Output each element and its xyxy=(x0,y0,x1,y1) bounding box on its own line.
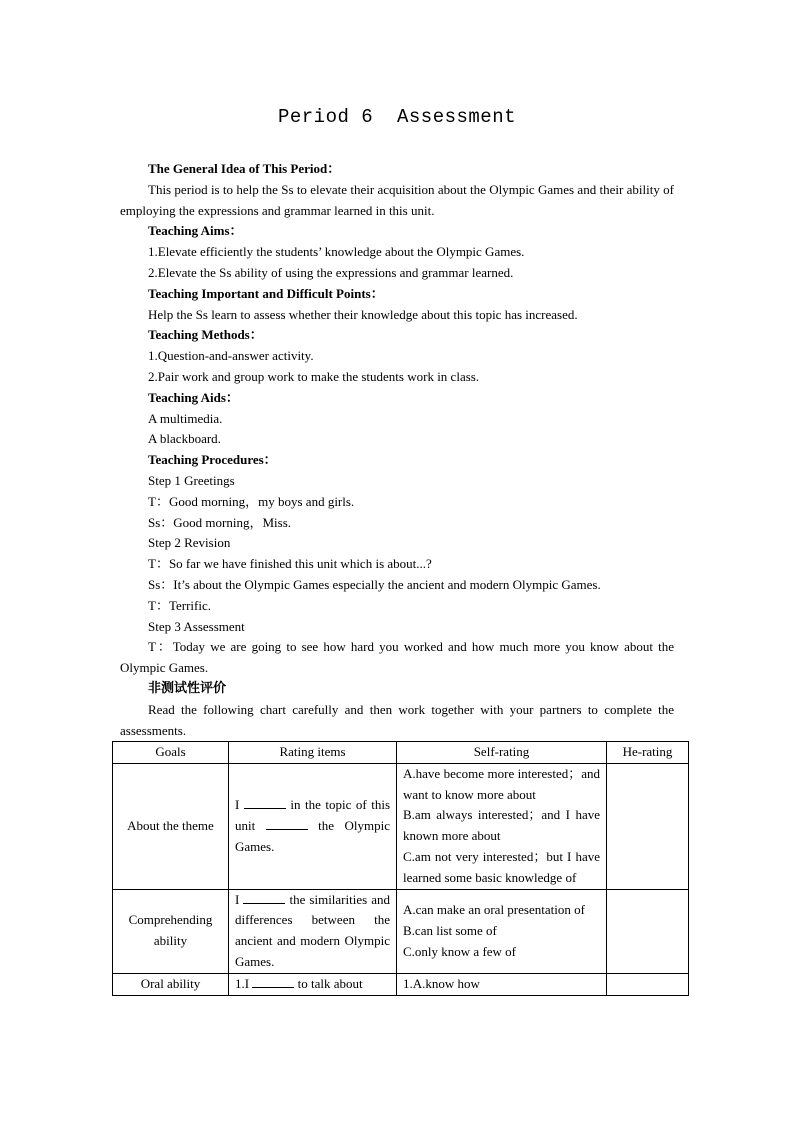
rating-text: to talk about xyxy=(297,975,363,991)
self-rating-option: B.am always interested；and I have known more about xyxy=(403,807,600,844)
self-rating-option: 1.A.know how xyxy=(403,975,480,991)
procedure-line: Step 3 Assessment xyxy=(148,618,245,634)
answer-blank[interactable] xyxy=(266,818,308,830)
self-rating-cell xyxy=(397,889,607,973)
rating-text: 1.I xyxy=(235,975,250,991)
teaching-method-item: 1.Question-and-answer activity. xyxy=(148,348,314,364)
procedure-line: T：Good morning，my boys and girls. xyxy=(148,493,355,509)
table-row xyxy=(113,763,689,889)
self-rating-option: C.only know a few of xyxy=(403,943,517,959)
teaching-methods-heading: Teaching Methods： xyxy=(148,327,263,343)
rating-cell xyxy=(229,889,397,973)
rating-text: I xyxy=(235,796,240,812)
procedures-heading: Teaching Procedures： xyxy=(148,452,277,468)
procedure-line: T：Terrific. xyxy=(148,597,211,613)
answer-blank[interactable] xyxy=(243,892,285,904)
self-rating-option: A.have become more interested；and want to know more about xyxy=(403,765,600,802)
table-row xyxy=(113,889,689,973)
self-rating-cell xyxy=(397,763,607,889)
teaching-aid-item: A multimedia. xyxy=(148,410,223,426)
rating-text: the similarities and differences between the ancient and modern Olympic Games. xyxy=(235,891,391,969)
procedure-line: Ss：It’s about the Olympic Games especially the ancient and modern Olympic Games. xyxy=(148,576,601,592)
he-rating-cell[interactable] xyxy=(607,889,689,973)
procedure-line: Step 1 Greetings xyxy=(148,472,235,488)
answer-blank[interactable] xyxy=(244,797,286,809)
teaching-aim-item: 1.Elevate efficiently the students’ knowledge about the Olympic Games. xyxy=(148,244,525,260)
procedure-line: T：So far we have finished this unit which is about...? xyxy=(148,556,432,572)
procedure-line: Ss：Good morning，Miss. xyxy=(148,514,292,530)
self-rating-option: B.can list some of xyxy=(403,922,497,938)
important-points-text: Help the Ss learn to assess whether their knowledge about this topic has increased. xyxy=(148,306,578,322)
goal-cell: Oral ability xyxy=(113,973,229,995)
lesson-body xyxy=(120,159,674,741)
he-rating-cell[interactable] xyxy=(607,763,689,889)
table-header-row xyxy=(113,742,689,764)
teaching-aims-heading: Teaching Aims： xyxy=(148,223,243,239)
assessment-intro: T：Today we are going to see how hard you worked and how much more you know about the Olympic Games. xyxy=(120,639,674,676)
rating-text: I xyxy=(235,891,240,907)
self-rating-option: C.am not very interested；but I have learned some basic knowledge of xyxy=(403,848,600,885)
procedure-line: Step 2 Revision xyxy=(148,535,231,551)
rating-text: in the topic of this unit xyxy=(235,796,391,833)
non-test-instruction: Read the following chart carefully and then work together with your partners to complete the assessments. xyxy=(120,701,674,738)
rating-text: the Olympic Games. xyxy=(235,817,391,854)
non-test-heading: 非测试性评价 xyxy=(148,680,227,696)
general-idea-text: This period is to help the Ss to elevate their acquisition about the Olympic Games and their ability of employing the expressions and grammar learned in this unit. xyxy=(120,181,674,218)
header-self-rating: Self-rating xyxy=(397,742,607,764)
teaching-aim-item: 2.Elevate the Ss ability of using the expressions and grammar learned. xyxy=(148,264,514,280)
page-title: Period 6 Assessment xyxy=(277,106,517,128)
header-rating-items: Rating items xyxy=(229,742,397,764)
assessment-table xyxy=(112,741,689,996)
teaching-aid-item: A blackboard. xyxy=(148,431,221,447)
answer-blank[interactable] xyxy=(252,976,294,988)
rating-cell xyxy=(229,763,397,889)
header-goals: Goals xyxy=(113,742,229,764)
rating-cell xyxy=(229,973,397,995)
header-he-rating: He-rating xyxy=(607,742,689,764)
general-idea-heading: The General Idea of This Period： xyxy=(148,161,341,176)
teaching-aids-heading: Teaching Aids： xyxy=(148,389,239,405)
goal-cell: About the theme xyxy=(113,763,229,889)
table-row xyxy=(113,973,689,995)
teaching-method-item: 2.Pair work and group work to make the students work in class. xyxy=(148,368,480,384)
self-rating-option: A.can make an oral presentation of xyxy=(403,901,585,917)
he-rating-cell[interactable] xyxy=(607,973,689,995)
self-rating-cell xyxy=(397,973,607,995)
goal-cell: Comprehending ability xyxy=(113,889,229,973)
important-points-heading: Teaching Important and Difficult Points： xyxy=(148,285,384,301)
